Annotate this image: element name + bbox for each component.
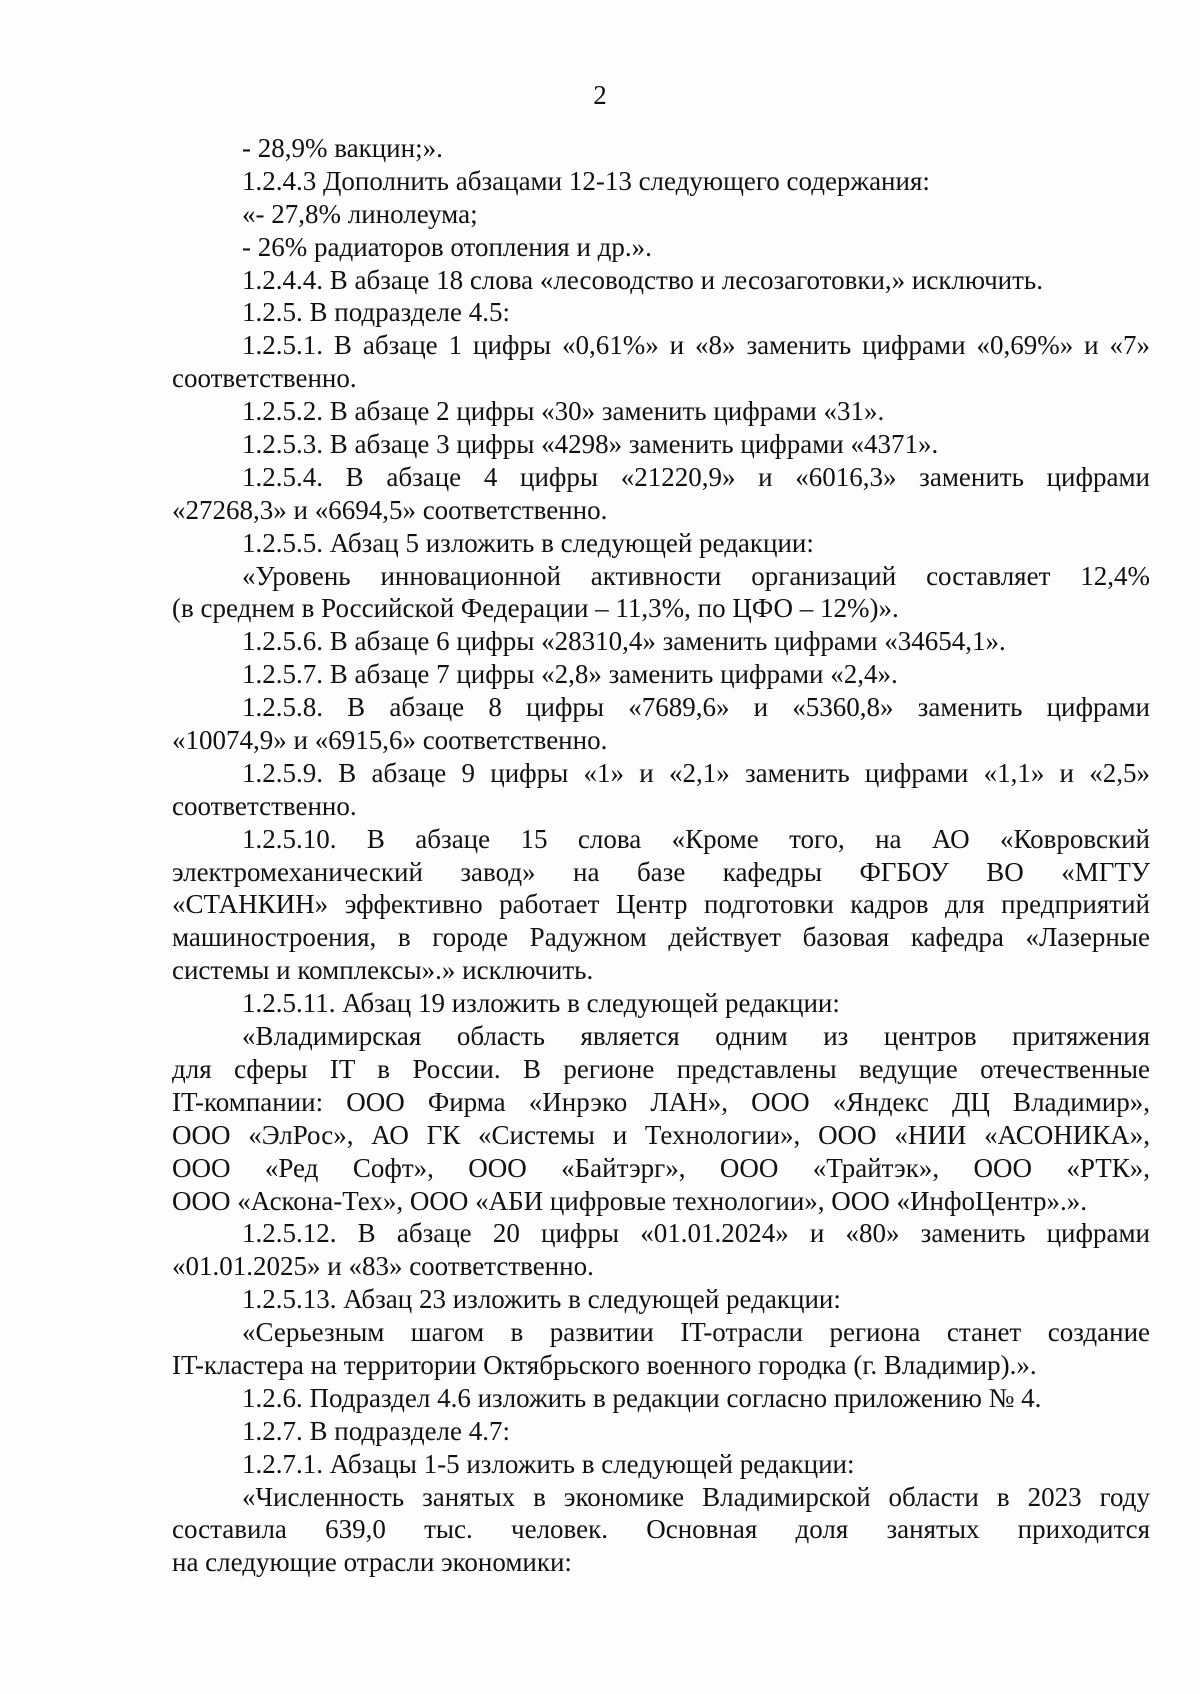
text-line: машиностроения, в городе Радужном действует базовая кафедра «Лазерные (172, 922, 1150, 953)
text-line: «01.01.2025» и «83» соответственно. (172, 1251, 594, 1282)
text-line: (в среднем в Российской Федерации – 11,3%, по ЦФО – 12%)». (172, 593, 899, 624)
text-line: 1.2.5.1. В абзаце 1 цифры «0,61%» и «8» заменить цифрами «0,69%» и «7» (242, 330, 1150, 361)
text-line: «Уровень инновационной активности организаций составляет 12,4% (242, 560, 1150, 591)
text-line: 1.2.5.3. В абзаце 3 цифры «4298» заменить цифрами «4371». (242, 429, 939, 460)
text-line: 1.2.5.5. Абзац 5 изложить в следующей редакции: (242, 527, 814, 558)
text-line: IT-кластера на территории Октябрьского военного городка (г. Владимир).». (172, 1349, 1037, 1380)
text-line: системы и комплексы».» исключить. (172, 955, 594, 986)
text-line: «СТАНКИН» эффективно работает Центр подготовки кадров для предприятий (172, 889, 1150, 920)
text-line: составила 639,0 тыс. человек. Основная доля занятых приходится (172, 1514, 1150, 1545)
text-line: для сферы IT в России. В регионе представлены ведущие отечественные (172, 1053, 1150, 1084)
text-line: 1.2.5.4. В абзаце 4 цифры «21220,9» и «6016,3» заменить цифрами (242, 461, 1150, 492)
text-line: 1.2.5.2. В абзаце 2 цифры «30» заменить цифрами «31». (242, 396, 885, 427)
text-line: 1.2.5. В подразделе 4.5: (242, 297, 511, 328)
text-line: «Серьезным шагом в развитии IT-отрасли региона станет создание (242, 1317, 1150, 1348)
page-number: 2 (593, 80, 607, 110)
text-line: «Численность занятых в экономике Владимирской области в 2023 году (242, 1481, 1150, 1512)
text-line: 1.2.4.4. В абзаце 18 слова «лесоводство и лесозаготовки,» исключить. (242, 264, 1043, 295)
text-line: 1.2.4.3 Дополнить абзацами 12-13 следующего содержания: (242, 165, 930, 196)
text-line: электромеханический завод» на базе кафедры ФГБОУ ВО «МГТУ (172, 856, 1150, 887)
text-line: соответственно. (172, 790, 357, 821)
text-line: 1.2.5.10. В абзаце 15 слова «Кроме того, на АО «Ковровский (242, 823, 1150, 854)
text-line: «Владимирская область является одним из центров притяжения (242, 1021, 1150, 1052)
text-line: «- 27,8% линолеума; (242, 198, 478, 229)
text-line: 1.2.5.6. В абзаце 6 цифры «28310,4» заменить цифрами «34654,1». (242, 626, 1006, 657)
document-body (172, 132, 1150, 1579)
text-line: соответственно. (172, 363, 357, 394)
text-line: ООО «Аскона-Тех», ООО «АБИ цифровые технологии», ООО «ИнфоЦентр».». (172, 1185, 1088, 1216)
text-line: 1.2.5.11. Абзац 19 изложить в следующей редакции: (242, 988, 840, 1019)
text-line: 1.2.5.7. В абзаце 7 цифры «2,8» заменить цифрами «2,4». (242, 659, 898, 690)
text-line: IT-компании: ООО Фирма «Инрэко ЛАН», ООО «Яндекс ДЦ Владимир», (172, 1086, 1150, 1117)
text-line: 1.2.5.12. В абзаце 20 цифры «01.01.2024» и «80» заменить цифрами (242, 1218, 1150, 1249)
text-line: на следующие отрасли экономики: (172, 1547, 572, 1578)
text-line: ООО «Ред Софт», ООО «Байтэрг», ООО «Трайтэк», ООО «РТК», (172, 1152, 1150, 1183)
text-line: «10074,9» и «6915,6» соответственно. (172, 725, 608, 756)
text-line: «27268,3» и «6694,5» соответственно. (172, 494, 608, 525)
text-line: - 28,9% вакцин;». (242, 133, 443, 163)
text-line: 1.2.5.8. В абзаце 8 цифры «7689,6» и «5360,8» заменить цифрами (242, 692, 1150, 723)
text-line: 1.2.5.13. Абзац 23 изложить в следующей редакции: (242, 1284, 841, 1315)
text-line: 1.2.7. В подразделе 4.7: (242, 1415, 511, 1446)
text-line: - 26% радиаторов отопления и др.». (242, 231, 652, 262)
text-line: ООО «ЭлРос», АО ГК «Системы и Технологии», ООО «НИИ «АСОНИКА», (172, 1119, 1150, 1150)
text-line: 1.2.5.9. В абзаце 9 цифры «1» и «2,1» заменить цифрами «1,1» и «2,5» (242, 757, 1150, 788)
text-line: 1.2.7.1. Абзацы 1-5 изложить в следующей редакции: (242, 1448, 855, 1479)
text-line: 1.2.6. Подраздел 4.6 изложить в редакции согласно приложению № 4. (242, 1382, 1042, 1413)
